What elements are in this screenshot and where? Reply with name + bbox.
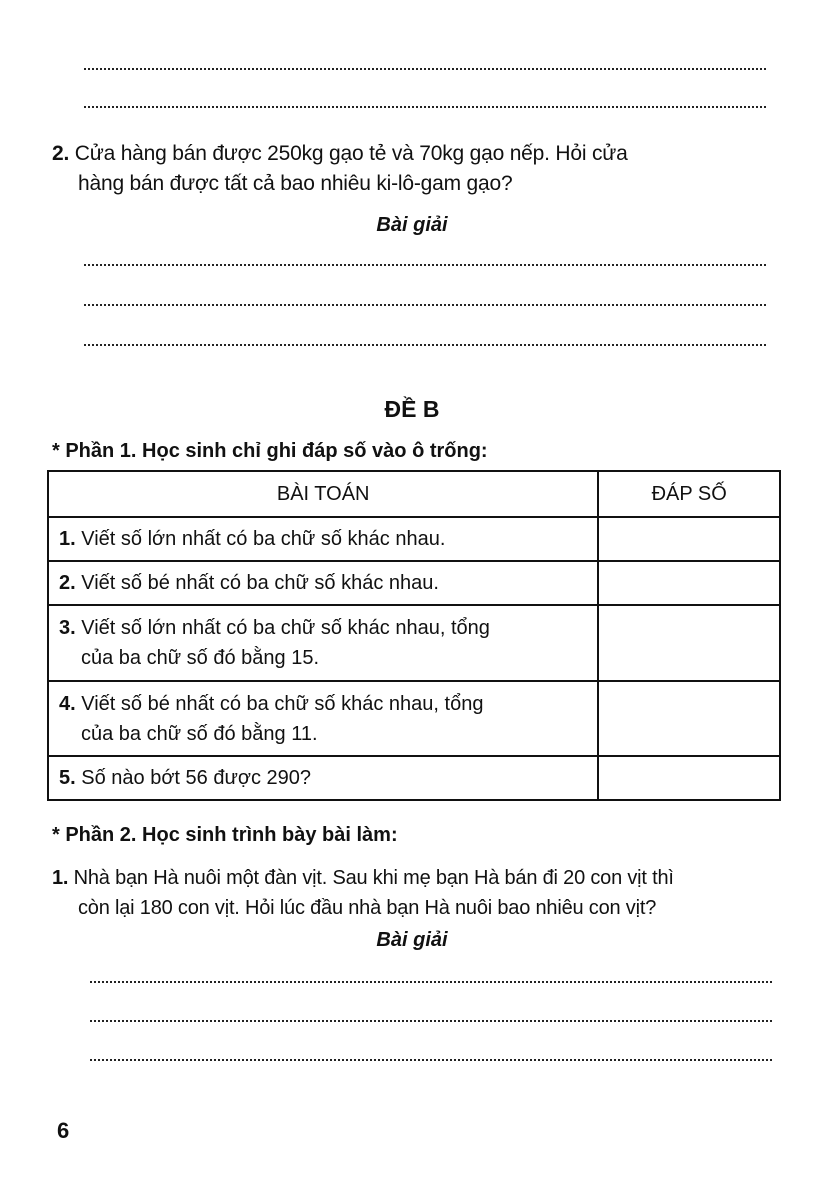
answer-line[interactable]: [90, 981, 772, 983]
question-2: [52, 139, 628, 169]
problem-text: Viết số bé nhất có ba chữ số khác nhau.: [81, 572, 439, 594]
solution-label: Bài giải: [376, 214, 448, 236]
table-row: [48, 756, 780, 800]
problem-text: Viết số bé nhất có ba chữ số khác nhau, tổng: [81, 692, 484, 715]
problem-cell: [48, 605, 598, 681]
part2-question-1: [52, 863, 674, 893]
problem-text: Viết số lớn nhất có ba chữ số khác nhau, tổng: [81, 617, 490, 639]
answer-line[interactable]: [84, 344, 766, 346]
question-text-line1: Nhà bạn Hà nuôi một đàn vịt. Sau khi mẹ bạn Hà bán đi 20 con vịt thì: [73, 867, 674, 889]
problem-number: 2.: [59, 572, 76, 594]
part1-title: * Phần 1. Học sinh chỉ ghi đáp số vào ô trống:: [52, 440, 488, 462]
part2-title: * Phần 2. Học sinh trình bày bài làm:: [52, 824, 398, 846]
section-title: ĐỀ B: [384, 396, 440, 422]
table-row: [48, 517, 780, 561]
answer-line[interactable]: [90, 1020, 772, 1022]
solution-label: Bài giải: [376, 929, 448, 951]
answer-cell[interactable]: [598, 517, 780, 561]
answer-cell[interactable]: [598, 756, 780, 800]
problem-text-line2: của ba chữ số đó bằng 11.: [81, 722, 318, 745]
question-text-line1: Cửa hàng bán được 250kg gạo tẻ và 70kg gạo nếp. Hỏi cửa: [74, 142, 628, 165]
answer-line[interactable]: [84, 106, 766, 108]
header-problem: BÀI TOÁN: [48, 471, 598, 517]
part2-question-1-line2: còn lại 180 con vịt. Hỏi lúc đầu nhà bạn Hà nuôi bao nhiêu con vịt?: [78, 897, 657, 919]
problem-text-line2: của ba chữ số đó bằng 15.: [81, 647, 320, 669]
page-number: 6: [57, 1118, 70, 1143]
answer-line[interactable]: [84, 304, 766, 306]
problem-cell: [48, 517, 598, 561]
answer-line[interactable]: [90, 1059, 772, 1061]
answer-line[interactable]: [84, 264, 766, 266]
problem-cell: [48, 681, 598, 756]
question-number: 1.: [52, 867, 69, 889]
table-row: [48, 561, 780, 605]
problem-text: Số nào bớt 56 được 290?: [81, 767, 312, 789]
question-2-line2: hàng bán được tất cả bao nhiêu ki-lô-gam gạo?: [78, 172, 513, 195]
answer-table: [47, 470, 781, 801]
problem-cell: [48, 561, 598, 605]
table-row: [48, 681, 780, 756]
header-answer: ĐÁP SỐ: [598, 471, 780, 517]
problem-cell: [48, 756, 598, 800]
table-header-row: [48, 471, 780, 517]
problem-number: 4.: [59, 692, 76, 715]
problem-number: 3.: [59, 617, 76, 639]
problem-text: Viết số lớn nhất có ba chữ số khác nhau.: [81, 528, 446, 550]
problem-number: 1.: [59, 528, 76, 550]
question-number: 2.: [52, 142, 70, 165]
answer-line[interactable]: [84, 68, 766, 70]
table-row: [48, 605, 780, 681]
answer-cell[interactable]: [598, 561, 780, 605]
answer-cell[interactable]: [598, 605, 780, 681]
answer-cell[interactable]: [598, 681, 780, 756]
problem-number: 5.: [59, 767, 76, 789]
